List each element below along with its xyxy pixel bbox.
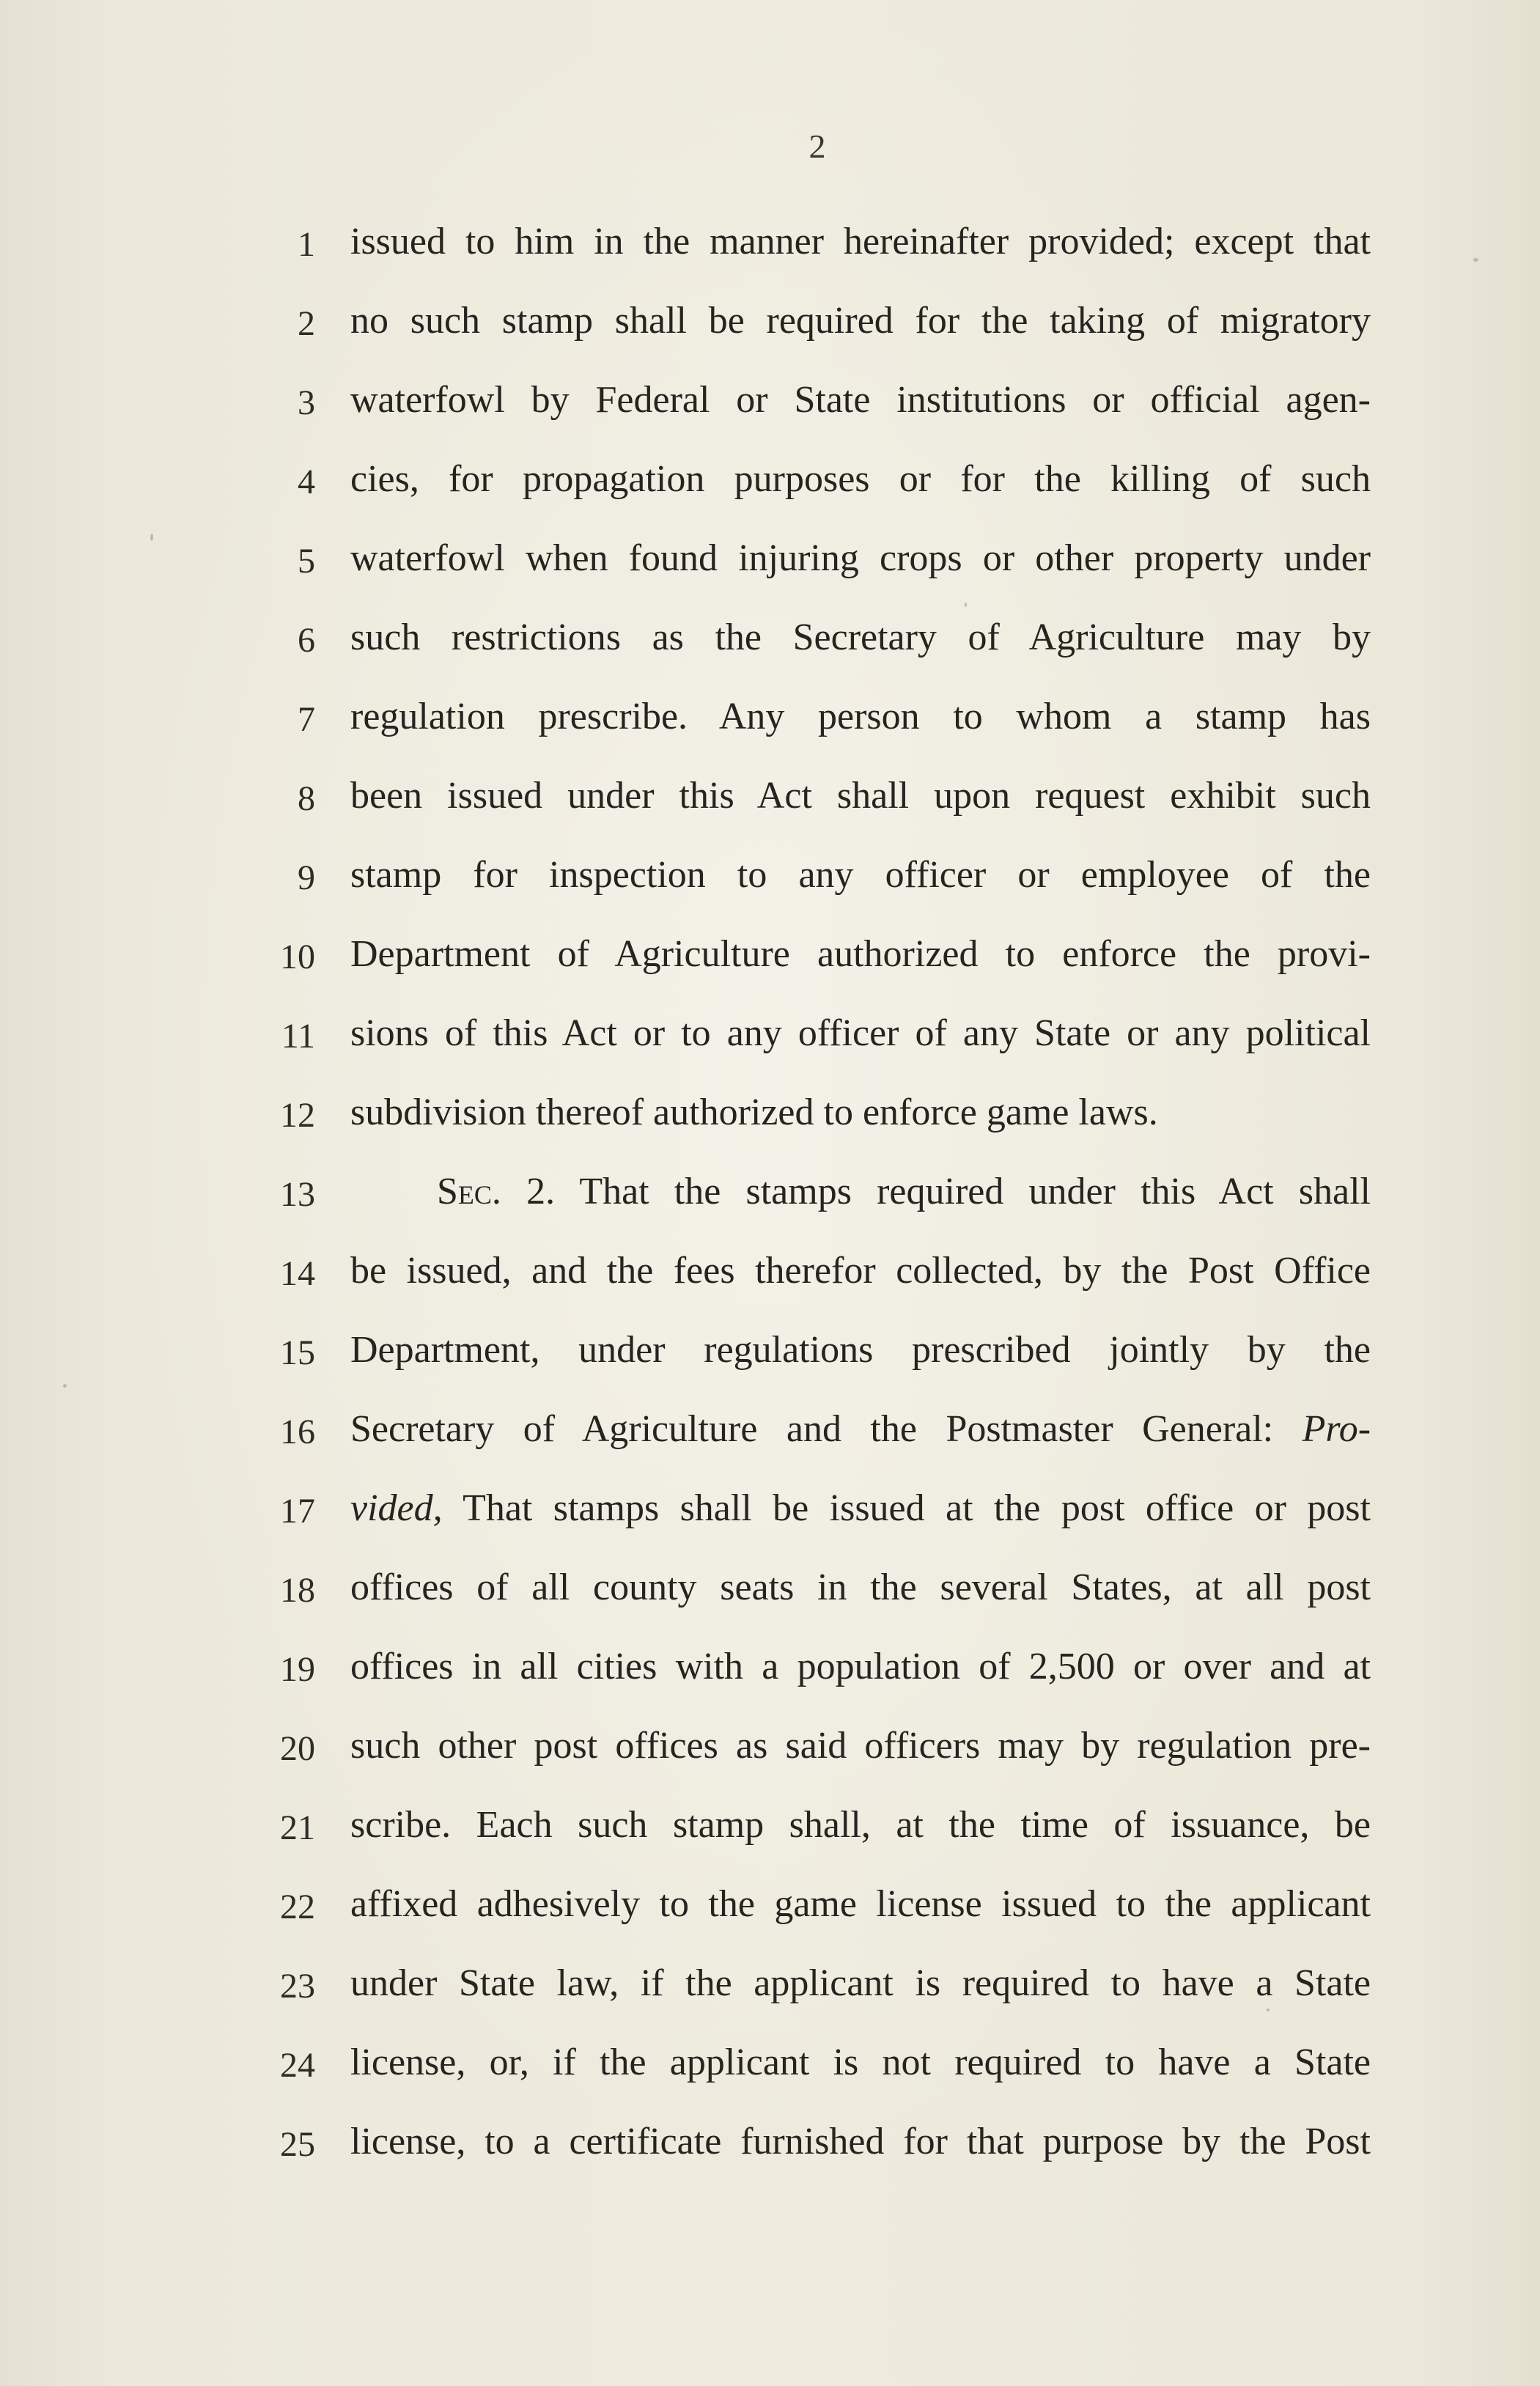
line-number: 8 bbox=[298, 779, 315, 818]
bill-line bbox=[0, 759, 1540, 839]
bill-line bbox=[0, 1472, 1540, 1551]
line-text: That stamps shall be issued at the post office or post bbox=[463, 1487, 1371, 1529]
line-text: such restrictions as the Secretary of Agriculture may by bbox=[350, 616, 1371, 658]
paper-speck bbox=[150, 534, 153, 541]
line-text: license, to a certificate furnished for that purpose by the Post bbox=[350, 2121, 1371, 2162]
bill-line bbox=[0, 680, 1540, 759]
line-text: offices of all county seats in the several States, at all post bbox=[350, 1566, 1371, 1608]
line-number: 24 bbox=[280, 2046, 315, 2085]
line-number: 18 bbox=[280, 1571, 315, 1610]
bill-line bbox=[0, 2105, 1540, 2184]
paper-speck bbox=[965, 603, 967, 607]
line-number: 1 bbox=[298, 225, 315, 264]
bill-line bbox=[0, 1155, 1540, 1234]
line-number: 23 bbox=[280, 1967, 315, 2006]
line-number: 11 bbox=[281, 1017, 315, 1056]
paper-speck bbox=[1473, 258, 1478, 262]
line-text: That the stamps required under this Act shall bbox=[579, 1171, 1371, 1212]
line-text: regulation prescribe. Any person to whom a stamp has bbox=[350, 696, 1371, 737]
bill-line bbox=[0, 522, 1540, 601]
bill-line bbox=[0, 601, 1540, 680]
line-text: waterfowl by Federal or State institutions or official agen- bbox=[350, 379, 1371, 421]
line-number: 13 bbox=[280, 1175, 315, 1214]
line-text: issued to him in the manner hereinafter provided; except that bbox=[350, 221, 1371, 262]
line-text: been issued under this Act shall upon request exhibit such bbox=[350, 775, 1371, 817]
line-text: stamp for inspection to any officer or employee of the bbox=[350, 854, 1371, 896]
line-text: subdivision thereof authorized to enforce game laws. bbox=[350, 1091, 1158, 1133]
line-text: sions of this Act or to any officer of any State or any political bbox=[350, 1012, 1371, 1054]
line-text: under State law, if the applicant is required to have a State bbox=[350, 1962, 1371, 2004]
bill-line bbox=[0, 1789, 1540, 1868]
bill-line bbox=[0, 364, 1540, 443]
line-number: 17 bbox=[280, 1492, 315, 1531]
line-number: 6 bbox=[298, 621, 315, 660]
line-text-group bbox=[350, 1400, 1371, 1459]
line-number: 15 bbox=[280, 1333, 315, 1372]
italic-text: vided, bbox=[350, 1487, 443, 1529]
line-number: 5 bbox=[298, 542, 315, 581]
bill-line bbox=[0, 205, 1540, 284]
line-text: such other post offices as said officers may by regulation pre- bbox=[350, 1725, 1371, 1767]
line-text: license, or, if the applicant is not required to have a State bbox=[350, 2041, 1371, 2083]
line-number: 21 bbox=[280, 1808, 315, 1847]
line-text-group bbox=[350, 1479, 1371, 1538]
line-text: be issued, and the fees therefor collected, by the Post Office bbox=[350, 1250, 1371, 1292]
bill-line bbox=[0, 918, 1540, 997]
page-number: 2 bbox=[808, 128, 826, 165]
bill-line bbox=[0, 1709, 1540, 1789]
bill-line bbox=[0, 839, 1540, 918]
line-text: Department of Agriculture authorized to enforce the provi- bbox=[350, 933, 1371, 975]
bill-line bbox=[0, 1947, 1540, 2026]
line-text: affixed adhesively to the game license issued to the applicant bbox=[350, 1883, 1371, 1925]
italic-text: Pro- bbox=[1302, 1408, 1371, 1450]
paper-speck bbox=[1267, 2008, 1270, 2011]
bill-line bbox=[0, 1234, 1540, 1314]
bill-line bbox=[0, 997, 1540, 1076]
line-number: 3 bbox=[298, 383, 315, 422]
line-text: offices in all cities with a population of 2,500 or over and at bbox=[350, 1646, 1371, 1687]
line-number: 10 bbox=[280, 938, 315, 976]
bill-line bbox=[0, 1868, 1540, 1947]
line-number: 9 bbox=[298, 858, 315, 897]
line-text: waterfowl when found injuring crops or other property under bbox=[350, 537, 1371, 579]
bill-line bbox=[0, 1551, 1540, 1630]
line-text: Department, under regulations prescribed jointly by the bbox=[350, 1329, 1371, 1371]
line-number: 25 bbox=[280, 2125, 315, 2164]
bill-line bbox=[0, 1393, 1540, 1472]
line-number: 14 bbox=[280, 1254, 315, 1293]
bill-line bbox=[0, 443, 1540, 522]
line-number: 2 bbox=[298, 304, 315, 343]
bill-line bbox=[0, 284, 1540, 364]
bill-line bbox=[0, 1630, 1540, 1709]
line-number: 19 bbox=[280, 1650, 315, 1689]
line-number: 20 bbox=[280, 1729, 315, 1768]
section-label: Sec. 2. bbox=[437, 1171, 556, 1212]
line-text: cies, for propagation purposes or for the killing of such bbox=[350, 458, 1371, 500]
paper-speck bbox=[63, 1384, 67, 1388]
line-text: Secretary of Agriculture and the Postmaster General: bbox=[350, 1408, 1274, 1450]
line-number: 22 bbox=[280, 1888, 315, 1926]
line-number: 7 bbox=[298, 700, 315, 739]
bill-line bbox=[0, 1076, 1540, 1155]
line-number: 16 bbox=[280, 1413, 315, 1451]
line-number: 4 bbox=[298, 463, 315, 501]
line-text: no such stamp shall be required for the taking of migratory bbox=[350, 300, 1371, 342]
line-text: scribe. Each such stamp shall, at the time of issuance, be bbox=[350, 1804, 1371, 1846]
line-number: 12 bbox=[280, 1096, 315, 1135]
bill-line bbox=[0, 2026, 1540, 2105]
bill-line bbox=[0, 1314, 1540, 1393]
section-heading-line bbox=[437, 1163, 1371, 1221]
